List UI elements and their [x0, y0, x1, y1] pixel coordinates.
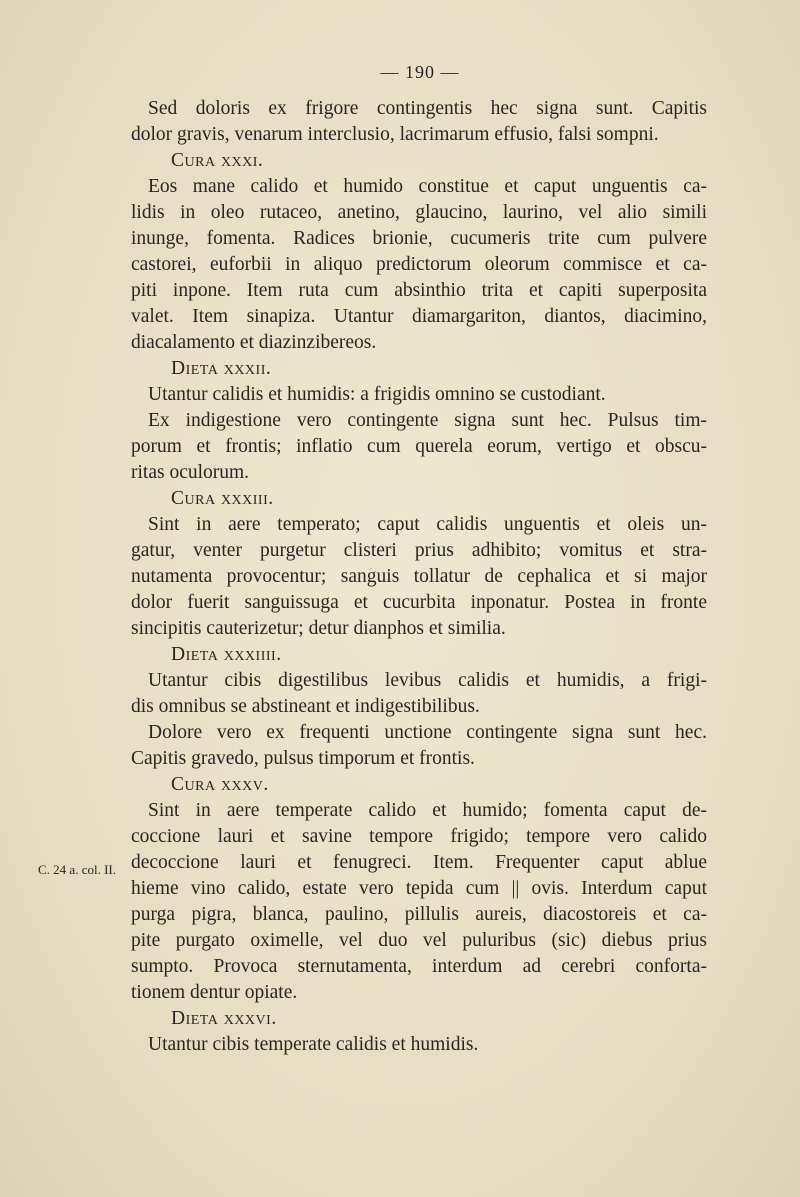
text-line: dis omnibus se abstineant et indigestibilibus. [131, 696, 480, 717]
body-text [131, 96, 707, 1058]
text-line: nutamenta provocentur; sanguis tollatur de cephalica et si major [131, 566, 707, 587]
page-number: — 190 — [380, 62, 460, 82]
text-line: Utantur calidis et humidis: a frigidis omnino se custodiant. [148, 384, 606, 405]
section-heading: Dieta xxxii. [171, 358, 272, 379]
margin-note: C. 24 a. col. II. [38, 862, 116, 877]
text-line: Sed doloris ex frigore contingentis hec signa sunt. Capitis [148, 98, 707, 119]
text-line: Utantur cibis temperate calidis et humidis. [148, 1034, 479, 1055]
text-line: pite purgato oximelle, vel duo vel puluribus (sic) diebus prius [131, 930, 707, 951]
text-line: gatur, venter purgetur clisteri prius adhibito; vomitus et stra- [131, 540, 707, 561]
text-line: Ex indigestione vero contingente signa sunt hec. Pulsus tim- [148, 410, 707, 431]
section-heading: Cura xxxiii. [171, 488, 274, 509]
text-line: Sint in aere temperate calido et humido; fomenta caput de- [148, 800, 707, 821]
text-line: dolor fuerit sanguissuga et cucurbita inponatur. Postea in fronte [131, 592, 707, 613]
text-line: Eos mane calido et humido constitue et caput unguentis ca- [148, 176, 707, 197]
section-heading: Dieta xxxiiii. [171, 644, 282, 665]
text-line: Dolore vero ex frequenti unctione contingente signa sunt hec. [148, 722, 707, 743]
text-line: decoccione lauri et fenugreci. Item. Frequenter caput ablue [131, 852, 707, 873]
text-line: valet. Item sinapiza. Utantur diamargariton, diantos, diacimino, [131, 306, 707, 327]
section-heading: Cura xxxi. [171, 150, 264, 171]
text-line: sincipitis cauterizetur; detur dianphos et similia. [131, 618, 506, 639]
text-line: Sint in aere temperato; caput calidis unguentis et oleis un- [148, 514, 707, 535]
text-line: dolor gravis, venarum interclusio, lacrimarum effusio, falsi sompni. [131, 124, 659, 145]
text-line: castorei, euforbii in aliquo predictorum oleorum commisce et ca- [131, 254, 707, 275]
section-heading: Dieta xxxvi. [171, 1008, 277, 1029]
text-line: piti inpone. Item ruta cum absinthio trita et capiti superposita [131, 280, 707, 301]
text-line: Utantur cibis digestilibus levibus calidis et humidis, a frigi- [148, 670, 707, 691]
text-line: sumpto. Provoca sternutamenta, interdum ad cerebri conforta- [131, 956, 707, 977]
text-line: diacalamento et diazinzibereos. [131, 332, 377, 353]
section-heading: Cura xxxv. [171, 774, 269, 795]
text-line: Capitis gravedo, pulsus timporum et frontis. [131, 748, 475, 769]
text-line: porum et frontis; inflatio cum querela eorum, vertigo et obscu- [131, 436, 707, 457]
text-line: coccione lauri et savine tempore frigido; tempore vero calido [131, 826, 707, 847]
text-line: lidis in oleo rutaceo, anetino, glaucino, laurino, vel alio simili [131, 202, 707, 223]
text-line: inunge, fomenta. Radices brionie, cucumeris trite cum pulvere [131, 228, 707, 249]
text-line: tionem dentur opiate. [131, 982, 298, 1003]
text-line: purga pigra, blanca, paulino, pillulis aureis, diacostoreis et ca- [131, 904, 707, 925]
text-line: ritas oculorum. [131, 462, 250, 483]
text-line: hieme vino calido, estate vero tepida cum || ovis. Interdum caput [131, 878, 707, 899]
